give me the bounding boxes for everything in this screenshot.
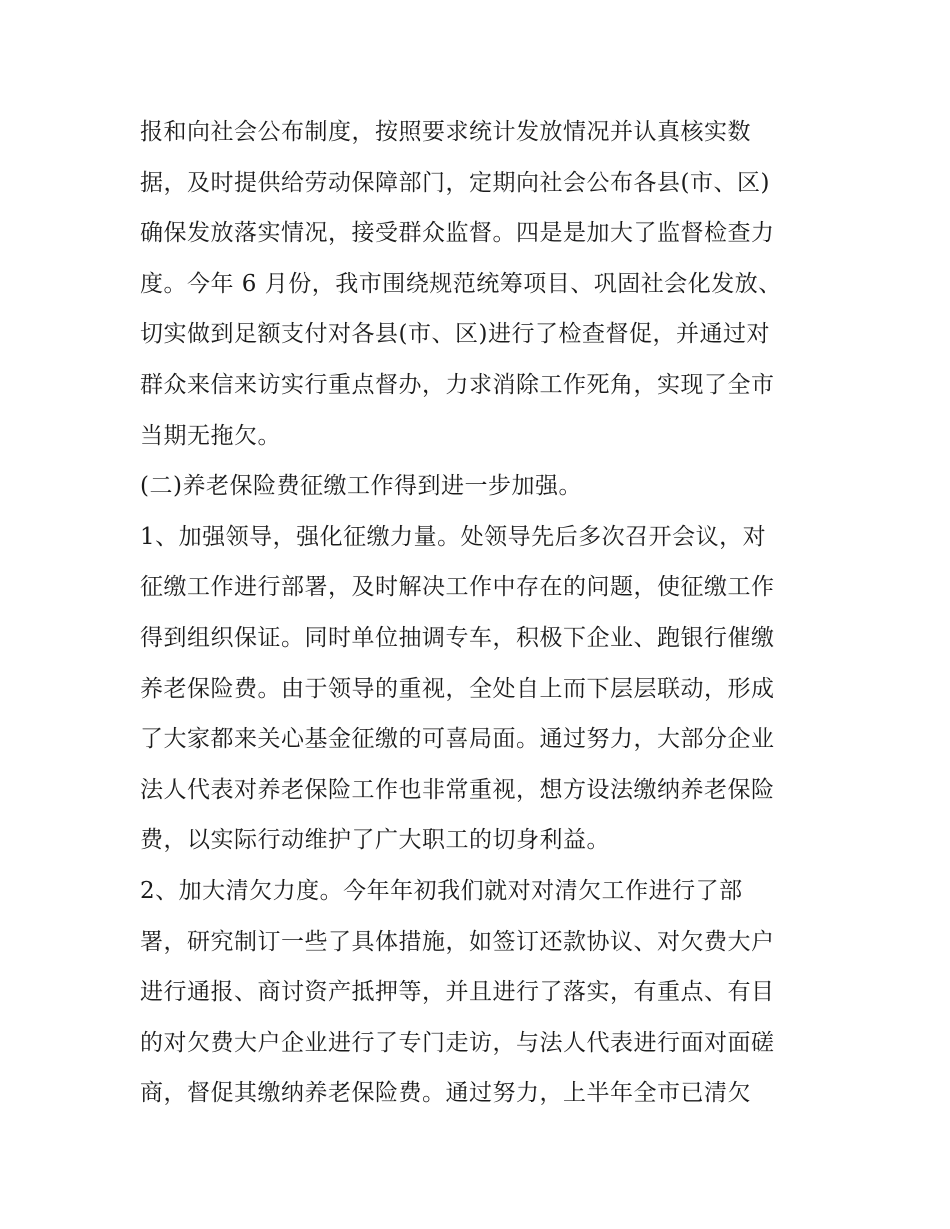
text-line: 当期无拖欠。 (140, 422, 281, 449)
text-line: 署，研究制订一些了具体措施，如签订还款协议、对欠费大户 (140, 928, 775, 955)
text-line: 报和向社会公布制度，按照要求统计发放情况并认真核实数 (140, 119, 751, 145)
text-line: 商，督促其缴纳养老保险费。通过努力，上半年全市已清欠 (140, 1080, 751, 1107)
text-line: 进行通报、商讨资产抵押等，并且进行了落实，有重点、有目 (140, 979, 775, 1006)
text-line: 2、加大清欠力度。今年年初我们就对对清欠工作进行了部 (140, 877, 743, 904)
section-heading: (二)养老保险费征缴工作得到进一步加强。 (140, 473, 582, 500)
text-line: 的对欠费大户企业进行了专门走访，与法人代表进行面对面磋 (140, 1029, 775, 1056)
body-text (140, 107, 830, 1119)
text-line: 切实做到足额支付对各县(市、区)进行了检查督促，并通过对 (140, 321, 770, 348)
text-line: 征缴工作进行部署，及时解决工作中存在的问题，使征缴工作 (140, 574, 775, 601)
text-line: 群众来信来访实行重点督办，力求消除工作死角，实现了全市 (140, 371, 775, 398)
text-line: 确保发放落实情况，接受群众监督。四是是加大了监督检查力 (140, 220, 775, 247)
text-line: 了大家都来关心基金征缴的可喜局面。通过努力，大部分企业 (140, 726, 775, 753)
text-line: 费，以实际行动维护了广大职工的切身利益。 (140, 827, 610, 854)
text-line: 养老保险费。由于领导的重视，全处自上而下层层联动，形成 (140, 675, 775, 702)
text-line: 据，及时提供给劳动保障部门，定期向社会公布各县(市、区) (140, 169, 770, 196)
text-line: 度。今年 6 月份，我市围绕规范统筹项目、巩固社会化发放、 (140, 270, 782, 297)
text-line: 法人代表对养老保险工作也非常重视，想方设法缴纳养老保险 (140, 776, 775, 803)
text-line: 得到组织保证。同时单位抽调专车，积极下企业、跑银行催缴 (140, 624, 775, 651)
text-line: 1、加强领导，强化征缴力量。处领导先后多次召开会议，对 (140, 523, 767, 550)
